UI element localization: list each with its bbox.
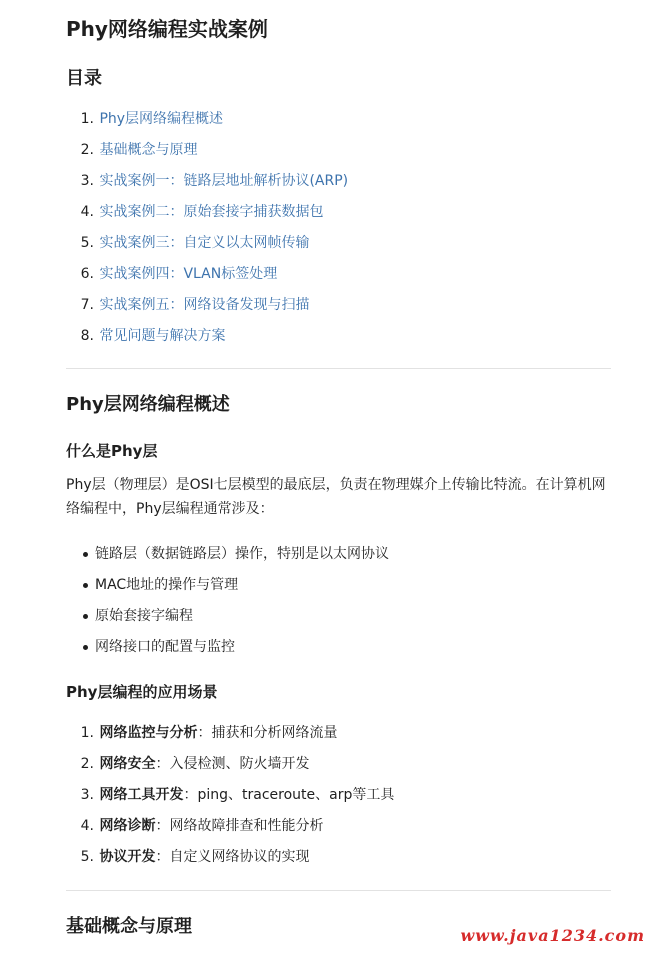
toc-item-number: 5. — [80, 235, 94, 251]
list-item — [66, 847, 394, 878]
list-item-number: 1. — [80, 725, 94, 741]
use-case-desc: ：入侵检测、防火墙开发 — [155, 756, 310, 772]
divider — [66, 368, 611, 369]
use-case-desc: ：自定义网络协议的实现 — [155, 849, 310, 865]
toc-link-basics[interactable]: 基础概念与原理 — [99, 142, 198, 158]
use-cases-list — [66, 723, 394, 878]
section-heading-overview: Phy层网络编程概述 — [66, 394, 230, 415]
use-case-term: 网络工具开发 — [99, 787, 184, 803]
toc-link-overview[interactable]: Phy层网络编程概述 — [99, 111, 224, 127]
toc-item-number: 2. — [80, 142, 94, 158]
toc-item — [66, 109, 348, 140]
list-item-number: 4. — [80, 818, 94, 834]
toc-item — [66, 295, 348, 326]
use-case-term: 协议开发 — [99, 849, 156, 865]
list-item: 原始套接字编程 — [66, 606, 389, 637]
list-item-number: 3. — [80, 787, 94, 803]
toc-link-case-vlan[interactable]: 实战案例四：VLAN标签处理 — [99, 266, 278, 282]
list-item: MAC地址的操作与管理 — [66, 575, 389, 606]
subheading-use-cases: Phy层编程的应用场景 — [66, 683, 218, 701]
topics-list — [66, 544, 389, 668]
document-title: Phy网络编程实战案例 — [66, 17, 268, 41]
use-case-desc: ：ping、traceroute、arp等工具 — [183, 787, 395, 803]
toc-link-case-arp[interactable]: 实战案例一：链路层地址解析协议(ARP) — [99, 173, 349, 189]
toc-link-case-discovery[interactable]: 实战案例五：网络设备发现与扫描 — [99, 297, 310, 313]
toc-item — [66, 202, 348, 233]
toc-item — [66, 264, 348, 295]
list-item — [66, 785, 394, 816]
list-item — [66, 754, 394, 785]
use-case-term: 网络监控与分析 — [99, 725, 198, 741]
toc-item — [66, 326, 348, 357]
toc-item-number: 8. — [80, 328, 94, 344]
use-case-desc: ：捕获和分析网络流量 — [197, 725, 338, 741]
table-of-contents — [66, 109, 348, 357]
subheading-what-is-phy: 什么是Phy层 — [66, 442, 158, 460]
toc-item-number: 7. — [80, 297, 94, 313]
section-heading-basics: 基础概念与原理 — [66, 916, 192, 937]
intro-paragraph: Phy层（物理层）是OSI七层模型的最底层，负责在物理媒介上传输比特流。在计算机网络编程中，Phy层编程通常涉及： — [66, 477, 606, 517]
toc-item-number: 4. — [80, 204, 94, 220]
list-item-number: 2. — [80, 756, 94, 772]
toc-link-faq[interactable]: 常见问题与解决方案 — [99, 328, 226, 344]
use-case-desc: ：网络故障排查和性能分析 — [155, 818, 324, 834]
list-item-number: 5. — [80, 849, 94, 865]
toc-link-case-ethernet-frame[interactable]: 实战案例三：自定义以太网帧传输 — [99, 235, 310, 251]
list-item: 网络接口的配置与监控 — [66, 637, 389, 668]
watermark: www.java1234.com — [460, 926, 645, 945]
toc-heading: 目录 — [66, 68, 102, 89]
divider — [66, 890, 611, 891]
toc-item-number: 3. — [80, 173, 94, 189]
toc-item-number: 6. — [80, 266, 94, 282]
list-item: 链路层（数据链路层）操作，特别是以太网协议 — [66, 544, 389, 575]
list-item — [66, 723, 394, 754]
toc-item — [66, 140, 348, 171]
use-case-term: 网络安全 — [99, 756, 156, 772]
list-item — [66, 816, 394, 847]
toc-item-number: 1. — [80, 111, 94, 127]
toc-link-case-raw-socket[interactable]: 实战案例二：原始套接字捕获数据包 — [99, 204, 324, 220]
use-case-term: 网络诊断 — [99, 818, 156, 834]
toc-item — [66, 233, 348, 264]
toc-item — [66, 171, 348, 202]
